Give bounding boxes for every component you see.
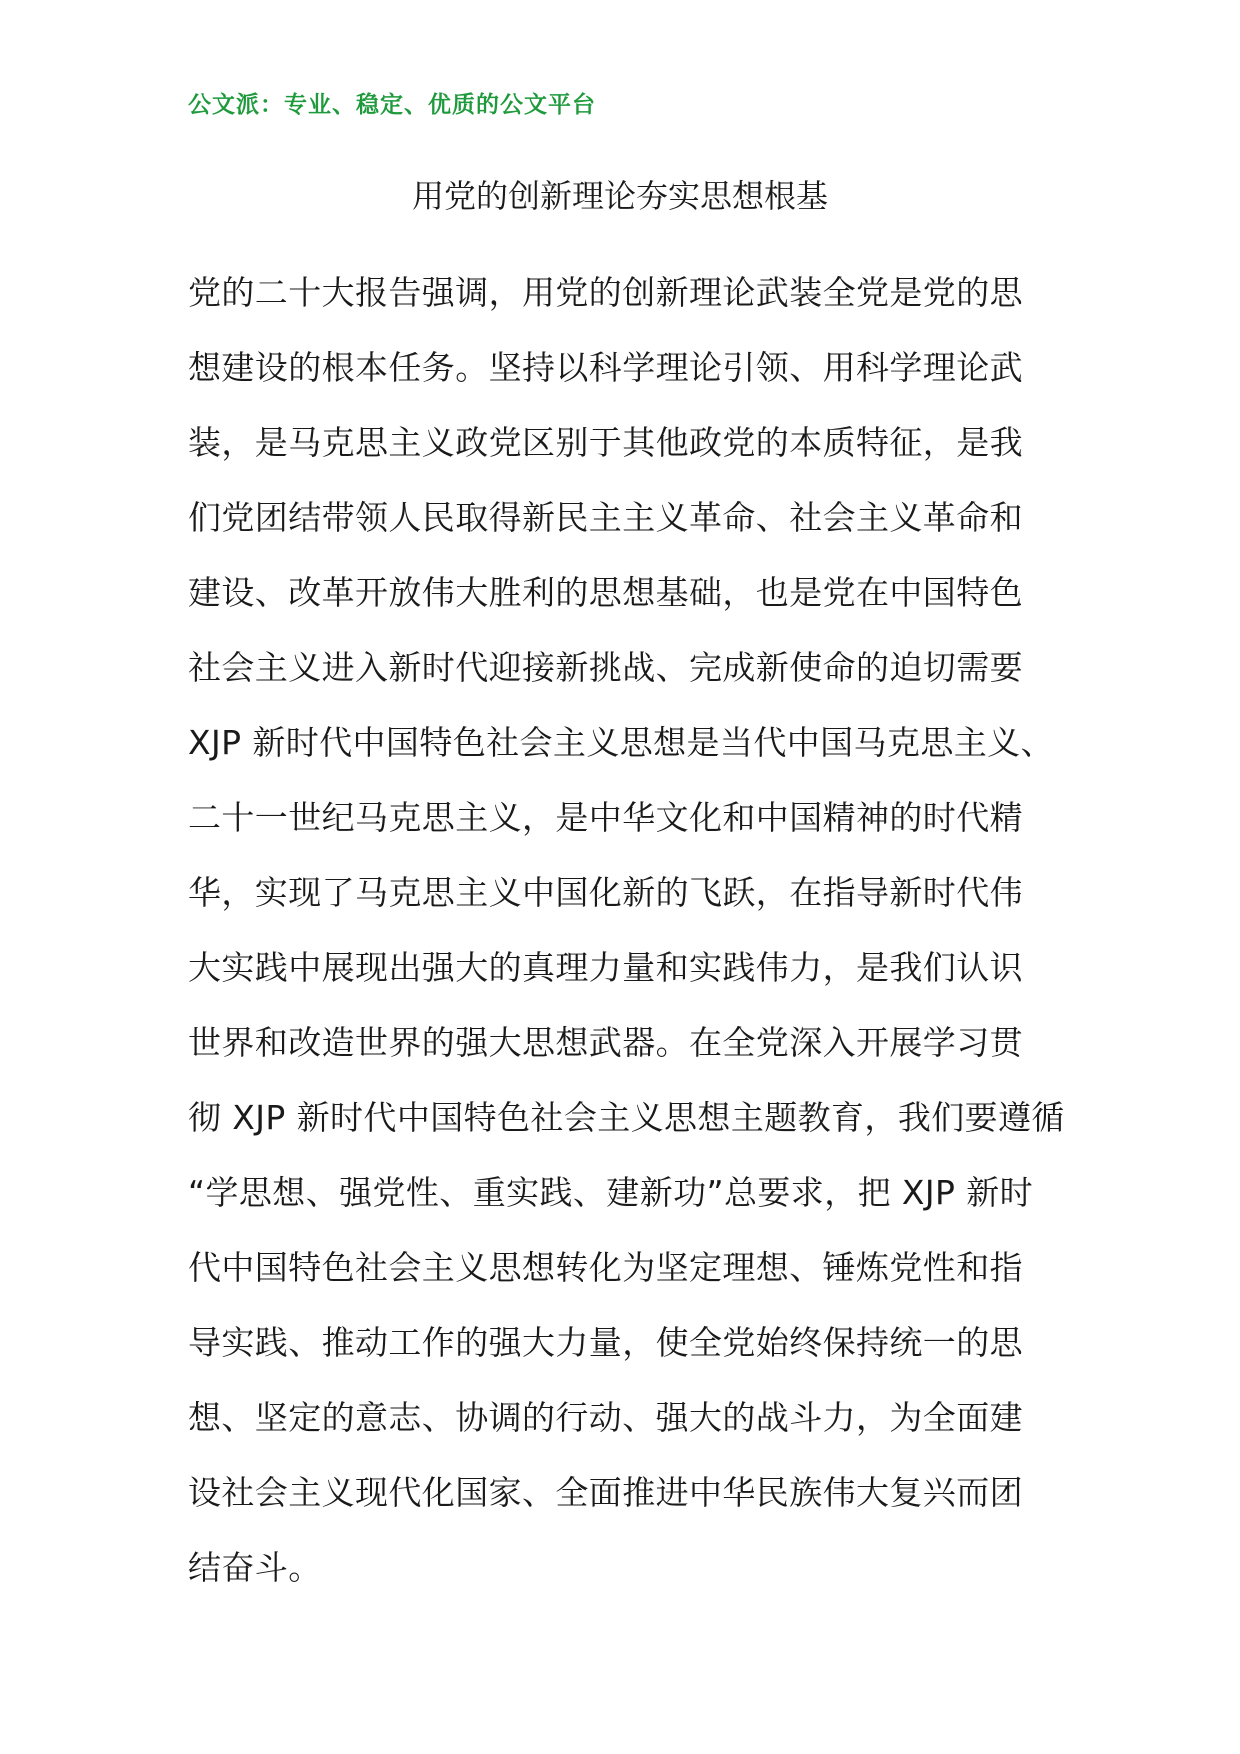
body-line: 导实践、推动工作的强大力量，使全党始终保持统一的思 — [188, 1323, 1023, 1362]
body-line: 装，是马克思主义政党区别于其他政党的本质特征，是我 — [188, 423, 1023, 462]
body-line: 们党团结带领人民取得新民主主义革命、社会主义革命和 — [188, 498, 1023, 537]
body-line: 建设、改革开放伟大胜利的思想基础，也是党在中国特色 — [188, 573, 1023, 612]
body-line: 社会主义进入新时代迎接新挑战、完成新使命的迫切需要 — [188, 648, 1023, 687]
document-body — [188, 255, 1065, 1605]
body-line: 二十一世纪马克思主义，是中华文化和中国精神的时代精 — [188, 798, 1023, 837]
body-line: 彻 XJP 新时代中国特色社会主义思想主题教育，我们要遵循 — [188, 1098, 1065, 1137]
body-line: 党的二十大报告强调，用党的创新理论武装全党是党的思 — [188, 273, 1023, 312]
body-line: 设社会主义现代化国家、全面推进中华民族伟大复兴而团 — [188, 1473, 1023, 1512]
body-line: XJP 新时代中国特色社会主义思想是当代中国马克思主义、 — [188, 723, 1054, 762]
body-line: 代中国特色社会主义思想转化为坚定理想、锤炼党性和指 — [188, 1248, 1023, 1287]
body-line: 想、坚定的意志、协调的行动、强大的战斗力，为全面建 — [188, 1398, 1023, 1437]
body-line: “学思想、强党性、重实践、建新功”总要求，把 XJP 新时 — [188, 1173, 1034, 1212]
body-line: 大实践中展现出强大的真理力量和实践伟力，是我们认识 — [188, 948, 1023, 987]
body-line: 想建设的根本任务。坚持以科学理论引领、用科学理论武 — [188, 348, 1023, 387]
body-line: 世界和改造世界的强大思想武器。在全党深入开展学习贯 — [188, 1023, 1023, 1062]
body-line: 华，实现了马克思主义中国化新的飞跃，在指导新时代伟 — [188, 873, 1023, 912]
header-banner: 公文派：专业、稳定、优质的公文平台 — [188, 92, 596, 118]
document-title: 用党的创新理论夯实思想根基 — [411, 177, 828, 215]
body-line: 结奋斗。 — [188, 1548, 322, 1587]
